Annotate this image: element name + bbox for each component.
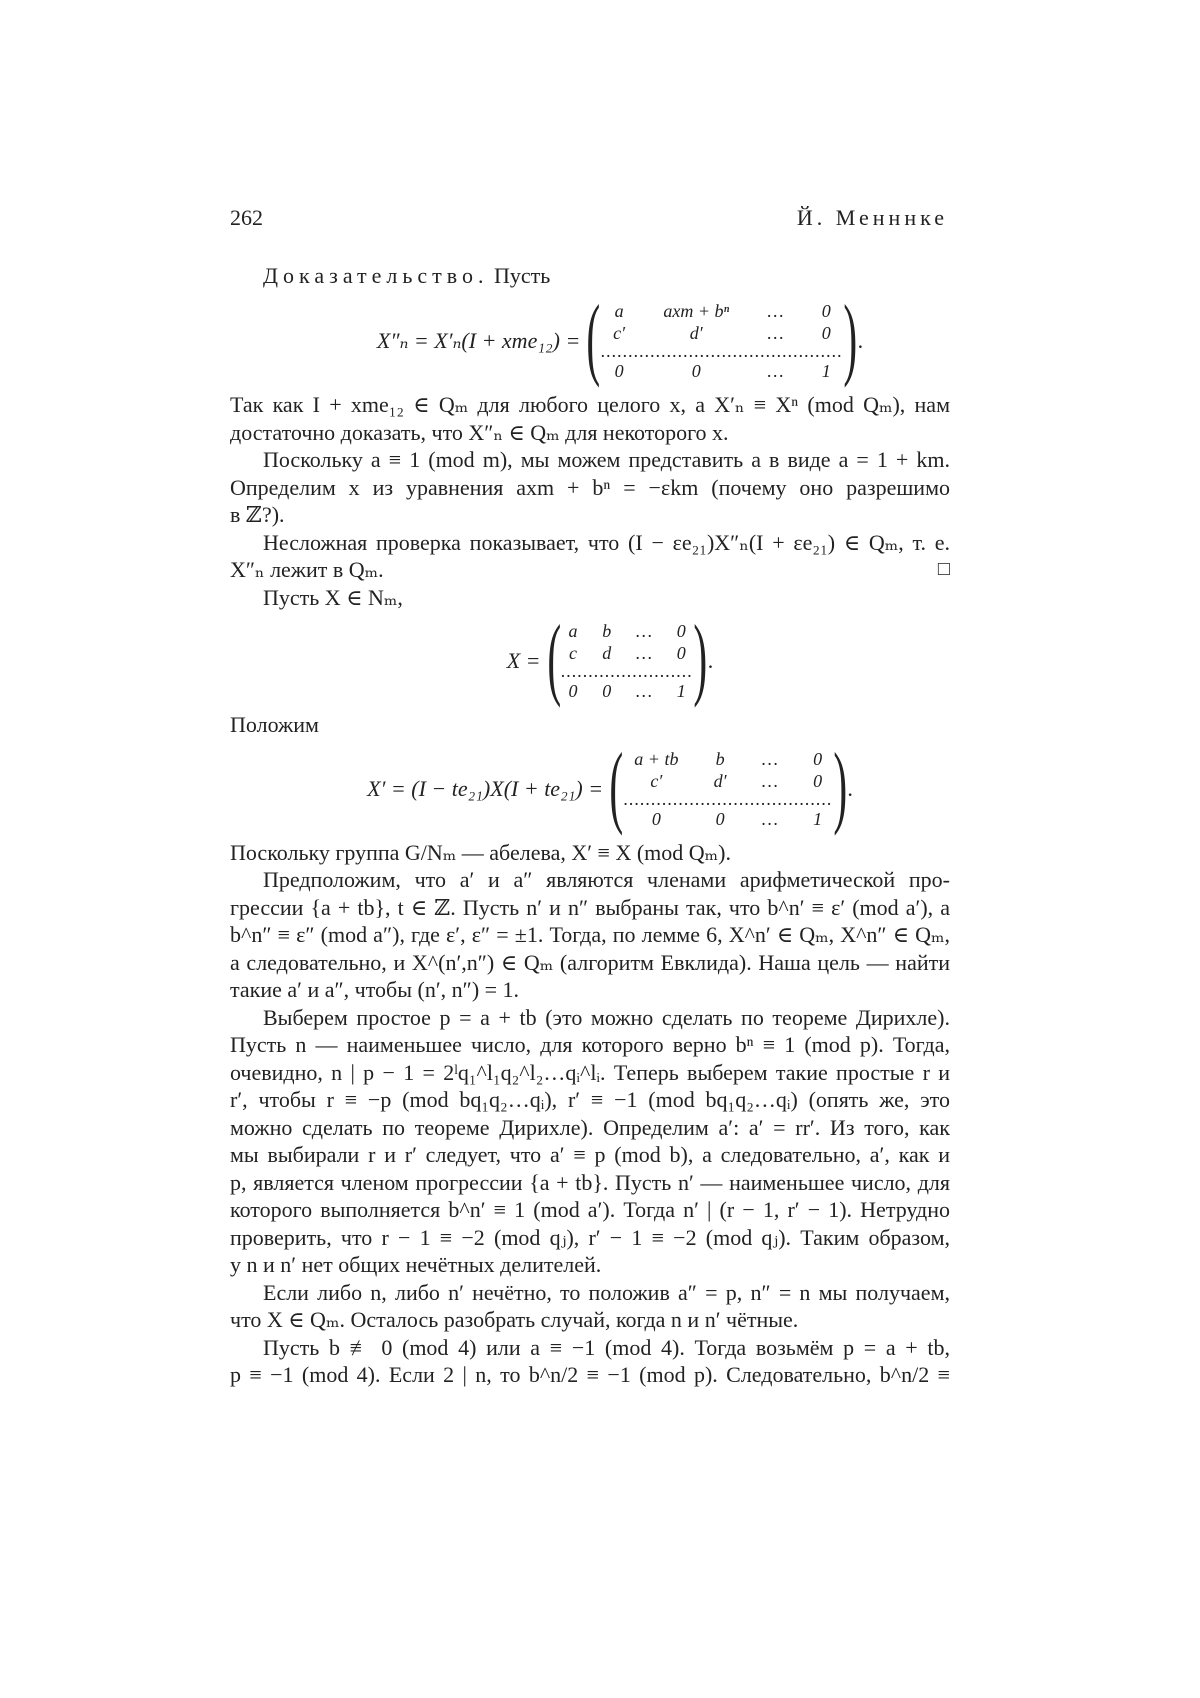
matrix-cell: d′ <box>689 323 703 343</box>
matrix-cell: 0 <box>821 301 831 321</box>
matrix <box>561 620 693 702</box>
left-paren: ( <box>586 286 601 388</box>
text-line: можно сделать по теореме Дирихле). Определим a′: a′ = rr′. Из того, как <box>230 1114 950 1140</box>
matrix-cell: 0 <box>614 361 624 381</box>
formula-lhs: X″ₙ = X′ₙ(I + xme₁₂) = <box>376 328 581 353</box>
matrix-cell: 1 <box>813 808 823 829</box>
matrix-cell: 0 <box>676 621 686 641</box>
matrix-cell: … <box>761 808 778 829</box>
text-line: проверить, что r − 1 ≡ −2 (mod qⱼ), r′ − 1 ≡ −2 (mod qⱼ). Таким образом, <box>230 1224 950 1250</box>
text-line: что X ∈ Qₘ. Осталось разобрать случай, когда n и n′ чётные. <box>230 1307 799 1332</box>
text-line: достаточно доказать, что X″ₙ ∈ Qₘ для некоторого x. <box>230 419 729 445</box>
proof-label: Доказательство. <box>263 263 489 288</box>
right-paren: ) <box>843 286 858 388</box>
matrix-cell: c′ <box>650 770 663 791</box>
formula-x-prime: X′ = (I − te₂₁)X(I + te₂₁) = ( a + tb b … 0 c′ d′ … 0 ...................................... 0 0 … 1 ) . <box>367 733 853 836</box>
text-line: Поскольку группа G/Nₘ — абелева, X′ ≡ X (mod Qₘ). <box>230 839 731 865</box>
matrix-cell: 0 <box>676 643 686 663</box>
text-line: у n и n′ нет общих нечётных делителей. <box>230 1252 602 1277</box>
matrix-cell: axm + bⁿ <box>663 301 730 321</box>
text-line: r′, чтобы r ≡ −p (mod bq₁q₂…qᵢ), r′ ≡ −1 (mod bq₁q₂…qᵢ) (опять же, это <box>230 1087 950 1112</box>
matrix-cell: … <box>761 770 778 791</box>
matrix-cell: b <box>602 621 612 641</box>
formula-lhs: X′ = (I − te₂₁)X(I + te₂₁) = <box>367 775 604 801</box>
matrix-cell: d′ <box>713 770 727 791</box>
matrix-dots: ...................................... <box>623 791 833 808</box>
formula-lhs: X = <box>506 648 541 673</box>
matrix-cell: … <box>767 361 784 381</box>
matrix-cell: … <box>761 748 778 769</box>
formula-x: X = ( a b … 0 c d … 0 ........................ 0 0 … 1 ) . <box>506 606 714 708</box>
matrix-cell: … <box>767 323 784 343</box>
qed-square-icon: □ <box>937 558 950 580</box>
matrix-cell: 0 <box>813 770 823 791</box>
text-line: грессии {a + tb}, t ∈ ℤ. Пусть n′ и n″ выбраны так, что b^n′ ≡ ε′ (mod a′), а <box>230 894 950 920</box>
text-line: p, является членом прогрессии {a + tb}. Пусть n′ — наименьшее число, для <box>230 1169 950 1195</box>
running-author: Й. Менннке <box>796 205 948 230</box>
text-line: b^n″ ≡ ε″ (mod a″), где ε′, ε″ = ±1. Тогда, по лемме 6, X^n′ ∈ Qₘ, X^n″ ∈ Qₘ, <box>230 922 950 947</box>
matrix-cell: 1 <box>676 681 686 701</box>
text-line: мы выбирали r и r′ следует, что a′ ≡ p (mod b), а следовательно, a′, как и <box>230 1142 950 1167</box>
matrix-cell: … <box>636 681 653 701</box>
text-line: Пусть b ≢ 0 (mod 4) или a ≡ −1 (mod 4). Тогда возьмём p = a + tb, <box>263 1334 950 1360</box>
text-line: Несложная проверка показывает, что (I − εe₂₁)X″ₙ(I + εe₂₁) ∈ Qₘ, т. е. <box>263 529 950 555</box>
text-line: Определим x из уравнения axm + bⁿ = −εkm (почему оно разрешимо <box>230 474 950 500</box>
matrix-cell: d <box>602 643 612 663</box>
matrix-cell: 0 <box>568 681 578 701</box>
proof-label-rest: Пусть <box>494 263 551 288</box>
matrix-cell: 0 <box>691 361 701 381</box>
matrix-cell: a <box>568 621 578 641</box>
text-line: Положим <box>230 712 319 737</box>
formula-x-double-prime: X″ₙ = X′ₙ(I + xme₁₂) = ( a axm + bⁿ … 0 c′ d′ … 0 ............................................ 0 0 … 1 ) . <box>376 286 864 388</box>
matrix-cell: … <box>636 621 653 641</box>
text-line: p ≡ −1 (mod 4). Если 2 | n, то b^n/2 ≡ −1 (mod p). Следовательно, b^n/2 ≡ <box>230 1362 950 1387</box>
text-line: Поскольку a ≡ 1 (mod m), мы можем представить a в виде a = 1 + km. <box>263 447 950 472</box>
matrix-cell: 0 <box>715 808 725 829</box>
matrix-cell: c <box>569 643 577 663</box>
text-line-with-qed <box>230 556 950 584</box>
matrix-cell: 0 <box>813 748 823 769</box>
matrix <box>601 300 843 382</box>
text-line: X″ₙ лежит в Qₘ. <box>230 557 384 582</box>
matrix-cell: a + tb <box>634 748 679 769</box>
matrix <box>624 748 833 830</box>
text-line: очевидно, n | p − 1 = 2ˡq₁^l₁q₂^l₂…qᵢ^lᵢ. Теперь выберем такие простые r и <box>230 1059 950 1085</box>
text-line: Пусть n — наименьшее число, для которого верно bⁿ ≡ 1 (mod p). Тогда, <box>230 1032 950 1057</box>
matrix-cell: a <box>614 301 624 321</box>
matrix-cell: … <box>767 301 784 321</box>
text-line: Выберем простое p = a + tb (это можно сделать по теореме Дирихле). <box>263 1004 950 1030</box>
text-line: Пусть X ∈ Nₘ, <box>263 584 403 610</box>
matrix-cell: … <box>636 643 653 663</box>
text-line: которого выполняется b^n′ ≡ 1 (mod a′). Тогда n′ | (r − 1, r′ − 1). Нетрудно <box>230 1197 950 1222</box>
matrix-cell: 0 <box>651 808 661 829</box>
text-line: в ℤ?). <box>230 502 285 527</box>
matrix-cell: 1 <box>821 361 831 381</box>
matrix-dots: ........................ <box>561 664 694 680</box>
text-line: Так как I + xme₁₂ ∈ Qₘ для любого целого x, а X′ₙ ≡ Xⁿ (mod Qₘ), нам <box>230 392 950 417</box>
text-line: Предположим, что a′ и a″ являются членами арифметической про- <box>263 867 950 892</box>
matrix-cell: b <box>715 748 725 769</box>
left-paren: ( <box>546 606 561 708</box>
matrix-cell: 0 <box>821 323 831 343</box>
matrix-cell: c′ <box>613 323 626 343</box>
matrix-dots: ............................................ <box>600 344 843 360</box>
left-paren: ( <box>609 733 624 836</box>
text-line: а следовательно, и X^(n′,n″) ∈ Qₘ (алгоритм Евклида). Наша цель — найти <box>230 949 950 975</box>
running-head <box>230 205 950 241</box>
text-line: Если либо n, либо n′ нечётно, то положив a″ = p, n″ = n мы получаем, <box>263 1279 950 1305</box>
page-number: 262 <box>230 205 263 230</box>
right-paren: ) <box>833 733 847 836</box>
matrix-cell: 0 <box>602 681 612 701</box>
page-body <box>230 205 950 1389</box>
right-paren: ) <box>693 606 708 708</box>
text-line: такие a′ и a″, чтобы (n′, n″) = 1. <box>230 977 520 1002</box>
